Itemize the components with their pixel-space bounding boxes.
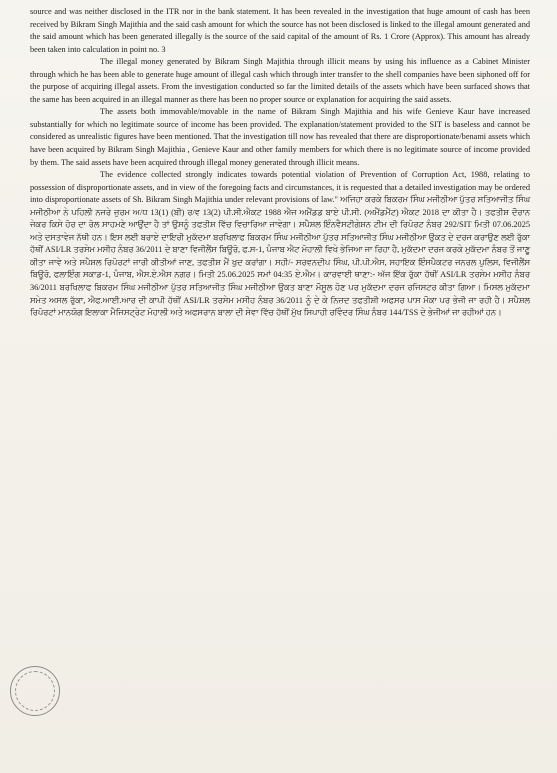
stamp-seal-icon	[10, 666, 60, 716]
paragraph-1: source and was neither disclosed in the ITR nor in the bank statement. It has been revealed in the investigation that huge amount of cash has been received by Bikram Singh Majithia and the said cash amount for which the source has not been disclosed is linked to the illegal amount generated and the said amount which has been generated illegally is the source of the said capital of the amount of Rs. 1 Crore (Approx). This amount has already been taken into calculation in point no. 3	[30, 7, 530, 54]
paragraph-2: The illegal money generated by Bikram Singh Majithia through illicit means by using his influence as a Cabinet Minister through which he has been able to generate huge amount of illegal cash which through inter transfer to the shell companies have been siphoned off for the purpose of acquiring illegal assets. From the investigation conducted so far the limited details of the assets which have been surfaced shows that the same has been acquired in an illegal manner as there has been no proper source or explanation for acquiring the said assets.	[30, 57, 530, 104]
document-body	[30, 6, 530, 320]
stamp-seal-inner-ring	[15, 671, 55, 711]
paragraph-4: The evidence collected strongly indicates towards potential violation of Prevention of Corruption Act, 1988, relating to possession of disproportionate assets, and in view of the foregoing facts and circumstances, it is requested that a detailed investigation may be ordered into disproportionate assets of Sh. Bikram Singh Majithia under relevant provisions of law." ਅਜਿਹਾ ਕਰਕੇ ਬਿਕਰਮ ਸਿੰਘ ਮਜੀਠੀਆ ਪੁੱਤਰ ਸਤਿਆਜੀਤ ਸਿੰਘ ਮਜੀਠੀਆ ਨੇ ਪਹਿਲੀ ਨਜਰੇ ਜੁਰਮ ਅ/ਧ 13(1) (ਬੀ) ਰ/ਵ 13(2) ਪੀ.ਸੀ.ਐਕਟ 1988 ਐਜ ਅਮੈਂਡਡ ਬਾਏ ਪੀ.ਸੀ. (ਅਮੈਂਡਮੈਂਟ) ਐਕਟ 2018 ਦਾ ਕੀਤਾ ਹੈ। ਤਫਤੀਸ਼ ਦੌਰਾਨ ਜੇਕਰ ਕਿਸੇ ਹੋਰ ਦਾ ਰੋਲ ਸਾਹਮਣੇ ਆਉਂਦਾ ਹੈ ਤਾਂ ਉਸਨੂੰ ਤਫਤੀਸ਼ ਵਿੱਚ ਵਿਚਾਰਿਆ ਜਾਵੇਗਾ। ਸਪੈਸ਼ਲ ਇੰਨਵੈਸਟੀਗੇਸ਼ਨ ਟੀਮ ਦੀ ਰਿਪੋਰਟ ਨੰਬਰ 292/SIT ਮਿਤੀ 07.06.2025 ਅਤੇ ਦਸਤਾਵੇਜ ਨੱਥੀ ਹਨ। ਇਸ ਲਈ ਬਰਾਏ ਦਾਇਰੀ ਮੁਕੱਦਮਾ ਬਰਖਿਲਾਫ ਬਿਕਰਮ ਸਿੰਘ ਮਜੀਠੀਆ ਪੁੱਤਰ ਸਤਿਆਜੀਤ ਸਿੰਘ ਮਜੀਠੀਆ ਉਕਤ ਦੇ ਦਰਜ ਕਰਾਉਣ ਲਈ ਰੁੱਕਾ ਹੱਥੀਂ ASI/LR ਤਰਸੇਮ ਮਸੀਹ ਨੰਬਰ 36/2011 ਦੇ ਬਾਣਾ ਵਿਜੀਲੈਂਸ ਬਿਊਰੋ, ਫ.ਸ-1, ਪੰਜਾਬ ਐਟ ਮੋਹਾਲੀ ਵਿਖੇ ਭੇਜਿਆ ਜਾ ਰਿਹਾ ਹੈ, ਮੁਕੱਦਮਾ ਦਰਜ ਕਰਕੇ ਮੁਕੱਦਮਾ ਨੰਬਰ ਤੋਂ ਜਾਣੂ ਕੀਤਾ ਜਾਵੇ ਅਤੇ ਸਪੈਸ਼ਲ ਰਿਪੋਰਟਾਂ ਜਾਰੀ ਕੀਤੀਆਂ ਜਾਣ, ਤਫਤੀਸ਼ ਮੈਂ ਖੁਦ ਕਰਾਂਗਾ। ਸਹੀ/- ਸਰਵਨਦੀਪ ਸਿੰਘ, ਪੀ.ਪੀ.ਐਸ, ਸਹਾਇਕ ਇੰਸਪੈਕਟਰ ਜਨਰਲ ਪੁਲਿਸ, ਵਿਜੀਲੈਂਸ ਬਿਊਰੋ, ਫਲਾਇੰਗ ਸਕਾਡ-1, ਪੰਜਾਬ, ਐਸ.ਏ.ਐਸ ਨਗਰ। ਮਿਤੀ 25.06.2025 ਸਮਾਂ 04:35 ਏ.ਐਮ। ਕਾਰਵਾਈ ਥਾਣਾ:- ਅੱਜ ਇੱਕ ਰੁੱਕਾ ਹੱਥੀਂ ASI/LR ਤਰਸੇਮ ਮਸੀਹ ਨੰਬਰ 36/2011 ਬਰਖਿਲਾਫ ਬਿਕਰਮ ਸਿੰਘ ਮਜੀਠੀਆ ਪੁੱਤਰ ਸਤਿਆਜੀਤ ਸਿੰਘ ਮਜੀਠੀਆ ਉਕਤ ਬਾਣਾ ਮੌਸੂਲ ਹੋਣ ਪਰ ਮੁਕੱਦਮਾ ਦਰਜ ਰਜਿਸਟਰ ਕੀਤਾ ਗਿਆ। ਮਿਸਲ ਮੁਕੱਦਮਾ ਸਮੇਤ ਅਸਲ ਰੁੱਕਾ, ਐਫ.ਆਈ.ਆਰ ਦੀ ਕਾਪੀ ਹੱਥੀਂ ASI/LR ਤਰਸੇਮ ਮਸੀਹ ਨੰਬਰ 36/2011 ਨੂੰ ਦੇ ਕੇ ਨਿਜ਼ਦ ਤਫਤੀਸ਼ੀ ਅਫਸਰ ਪਾਸ ਮੌਕਾ ਪਰ ਭੇਜੀ ਜਾ ਰਹੀ ਹੈ। ਸਪੈਸ਼ਲ ਰਿਪੋਰਟਾਂ ਮਾਨਯੋਗ ਇਲਾਕਾ ਮੈਜਿਸਟ੍ਰੇਟ ਮੋਹਾਲੀ ਅਤੇ ਅਫਸਰਾਨ ਬਾਲਾ ਦੀ ਸੇਵਾ ਵਿੱਚ ਹੱਥੀਂ ਮੁੱਖ ਸਿਪਾਹੀ ਰਵਿੰਦਰ ਸਿੰਘ ਨੰਬਰ 144/TSS ਦੇ ਭੇਜੀਆਂ ਜਾ ਰਹੀਆਂ ਹਨ।	[30, 170, 530, 318]
paragraph-3: The assets both immovable/movable in the name of Bikram Singh Majithia and his wife Genieve Kaur have increased substantially for which no legitimate source of income has been provided. The explanation/statement provided to the SIT is baseless and cannot be considered as unrealistic figures have been mentioned. That the investigation till now has revealed that there are disproportionate/benami assets which have been acquired by Bikram Singh Majithia , Genieve Kaur and other family members for which there is no legitimate source of income provided by them. The said assets have been acquired through illegal money generated through illicit means.	[30, 107, 530, 167]
